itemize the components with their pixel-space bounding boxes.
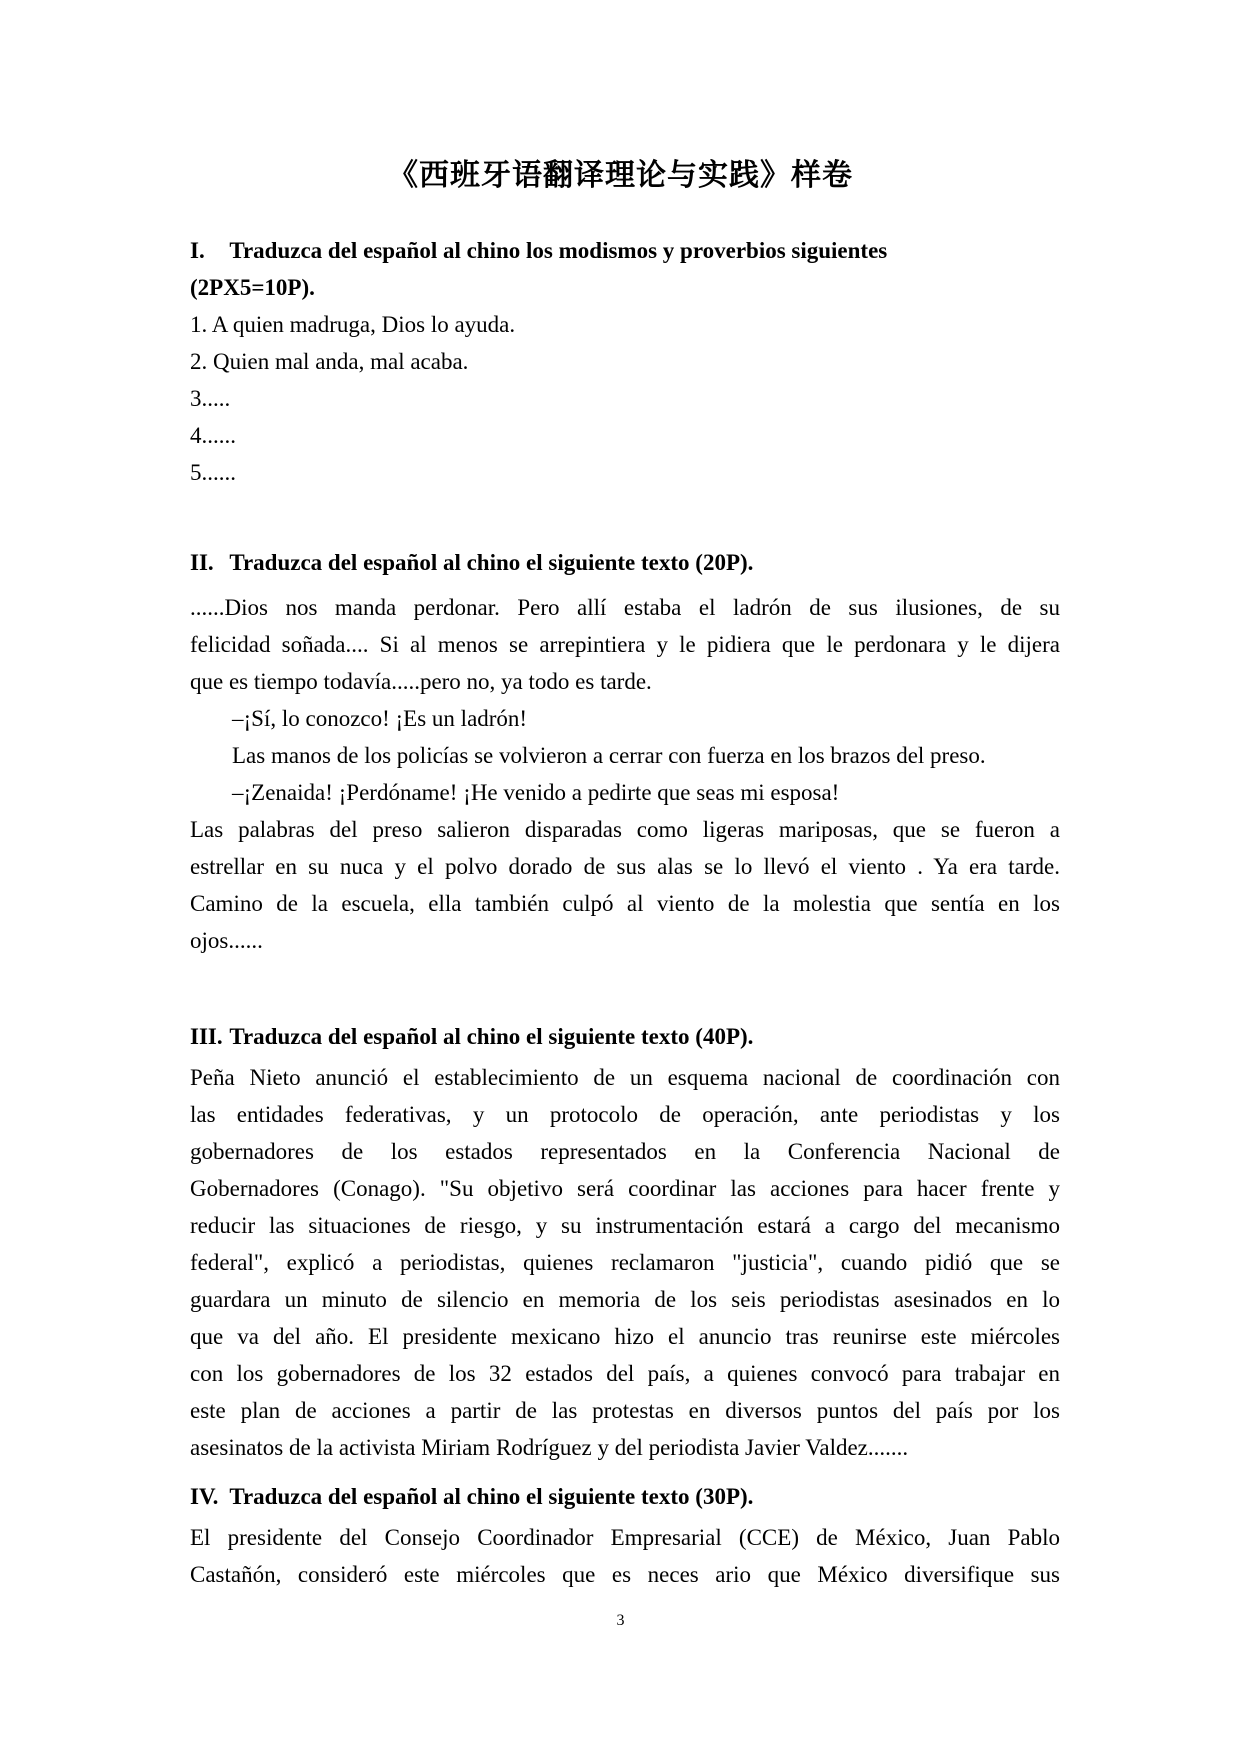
section-3-heading-text: Traduzca del español al chino el siguiente texto (40P). [229,1024,754,1049]
section-3-number: III. [190,1024,223,1049]
page-number: 3 [616,1612,625,1629]
section-3-text-line: que va del año. El presidente mexicano hizo el anuncio tras reunirse este miércoles [190,1324,1060,1349]
section-3-text-line: las entidades federativas, y un protocolo de operación, ante periodistas y los [190,1102,1060,1127]
section-3-text-line: Peña Nieto anunció el establecimiento de un esquema nacional de coordinación con [190,1065,1060,1090]
section-3-text-line: gobernadores de los estados representados en la Conferencia Nacional de [190,1139,1060,1164]
section-1-item: 2. Quien mal anda, mal acaba. [190,349,469,374]
section-2-text-line: Las manos de los policías se volvieron a cerrar con fuerza en los brazos del preso. [232,743,986,768]
section-1-heading [190,232,1060,269]
section-1 [190,232,1060,491]
section-2-heading-text: Traduzca del español al chino el siguiente texto (20P). [229,550,754,575]
section-1-item: 4...... [190,423,236,448]
section-1-heading-text: Traduzca del español al chino los modismos y proverbios siguientes [229,238,888,263]
section-2-number: II. [190,550,214,575]
section-4-number: IV. [190,1484,219,1509]
section-1-item: 3..... [190,386,231,411]
section-2-dialogue-line: –¡Zenaida! ¡Perdóname! ¡He venido a pedirte que seas mi esposa! [232,780,840,805]
section-3-text-line: guardara un minuto de silencio en memoria de los seis periodistas asesinados en lo [190,1287,1060,1312]
section-3-text-line: reducir las situaciones de riesgo, y su instrumentación estará a cargo del mecanismo [190,1213,1060,1238]
section-3-text-line: federal", explicó a periodistas, quienes reclamaron "justicia", cuando pidió que se [190,1250,1060,1275]
section-2-text-line: Las palabras del preso salieron disparadas como ligeras mariposas, que se fueron a [190,817,1060,842]
section-4 [190,1478,1060,1593]
section-2-text-line: estrellar en su nuca y el polvo dorado de sus alas se lo llevó el viento . Ya era tarde. [190,854,1060,879]
section-1-number: I. [190,238,205,263]
section-4-text-line: Castañón, consideró este miércoles que es neces ario que México diversifique sus [190,1562,1060,1587]
section-1-heading-points: (2PX5=10P). [190,275,315,300]
section-1-item: 5...... [190,460,236,485]
section-3-text-line: con los gobernadores de los 32 estados del país, a quienes convocó para trabajar en [190,1361,1060,1386]
section-3-text-line: Gobernadores (Conago). "Su objetivo será coordinar las acciones para hacer frente y [190,1176,1060,1201]
section-3-heading [190,1018,1060,1055]
page-title: 《西班牙语翻译理论与实践》样卷 [388,158,853,193]
section-2 [190,544,1060,959]
section-2-dialogue-line: –¡Sí, lo conozco! ¡Es un ladrón! [232,706,528,731]
section-1-item: 1. A quien madruga, Dios lo ayuda. [190,312,516,337]
section-4-heading-text: Traduzca del español al chino el siguiente texto (30P). [229,1484,754,1509]
section-2-text-line: ......Dios nos manda perdonar. Pero allí estaba el ladrón de sus ilusiones, de su [190,595,1060,620]
section-2-text-line: que es tiempo todavía.....pero no, ya todo es tarde. [190,669,652,694]
section-3 [190,1018,1060,1466]
section-4-text-line: El presidente del Consejo Coordinador Empresarial (CCE) de México, Juan Pablo [190,1525,1060,1550]
section-2-heading [190,544,1060,581]
section-2-text-line: ojos...... [190,928,263,953]
section-2-text-line: Camino de la escuela, ella también culpó al viento de la molestia que sentía en los [190,891,1060,916]
section-2-text-line: felicidad soñada.... Si al menos se arrepintiera y le pidiera que le perdonara y le dijera [190,632,1060,657]
section-3-text-line: asesinatos de la activista Miriam Rodríguez y del periodista Javier Valdez....... [190,1435,909,1460]
section-4-heading [190,1478,1060,1515]
section-3-text-line: este plan de acciones a partir de las protestas en diversos puntos del país por los [190,1398,1060,1423]
